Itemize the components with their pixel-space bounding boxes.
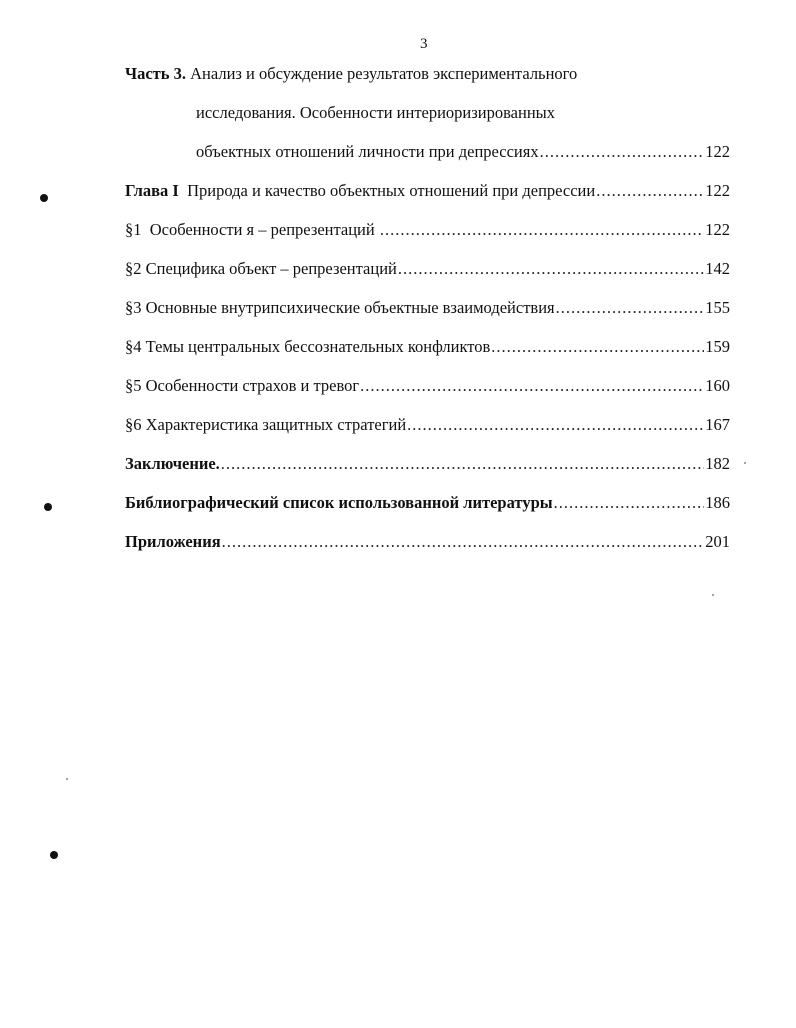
conclusion-page: 182: [705, 454, 730, 473]
page-number: 3: [420, 36, 428, 52]
toc-section-2: [125, 259, 730, 283]
leader-dots: [221, 454, 704, 474]
leader-dots: [407, 415, 704, 435]
part-title-line1: Анализ и обсуждение результатов экспериментального: [190, 64, 578, 83]
leader-dots: [554, 493, 705, 513]
part-title-line3: объектных отношений личности при депрессиях: [196, 142, 539, 161]
toc-section-5: [125, 376, 730, 400]
section-page: 122: [705, 220, 730, 239]
bibliography-page: 186: [705, 493, 730, 512]
leader-dots: [556, 298, 705, 318]
section-label: §3: [125, 298, 142, 317]
toc-part-line2: [196, 103, 730, 127]
toc-appendices: [125, 532, 730, 556]
leader-dots: [398, 259, 704, 279]
toc-part-line3: [196, 142, 730, 166]
section-label: §6: [125, 415, 142, 434]
section-page: 167: [705, 415, 730, 434]
section-title: Специфика объект – репрезентаций: [145, 259, 397, 278]
scan-speck: [744, 462, 746, 464]
toc-section-1: [125, 220, 730, 244]
chapter-title: Природа и качество объектных отношений при депрессии: [187, 181, 596, 200]
chapter-page: 122: [705, 181, 730, 200]
conclusion-title: Заключение.: [125, 454, 220, 473]
punch-hole-mark: [40, 194, 48, 202]
part-label: Часть 3.: [125, 64, 187, 83]
section-label: §5: [125, 376, 142, 395]
leader-dots: [540, 142, 705, 162]
punch-hole-mark: [44, 503, 52, 511]
section-label: §1: [125, 220, 142, 239]
toc-part-line1: [125, 64, 730, 88]
scan-speck: [66, 778, 68, 780]
section-title: Основные внутрипсихические объектные взаимодействия: [145, 298, 555, 317]
section-label: §2: [125, 259, 142, 278]
section-page: 155: [705, 298, 730, 317]
toc-section-6: [125, 415, 730, 439]
section-title: Характеристика защитных стратегий: [145, 415, 407, 434]
punch-hole-mark: [50, 851, 58, 859]
part-page: 122: [705, 142, 730, 161]
leader-dots: [596, 181, 704, 201]
toc-chapter: [125, 181, 730, 205]
toc-section-3: [125, 298, 730, 322]
section-page: 142: [705, 259, 730, 278]
section-page: 159: [705, 337, 730, 356]
toc-section-4: [125, 337, 730, 361]
section-title: Особенности я – репрезентаций: [149, 220, 375, 239]
part-title-line2: исследования. Особенности интериоризированных: [196, 103, 556, 122]
toc-bibliography: [125, 493, 730, 517]
section-page: 160: [705, 376, 730, 395]
leader-dots: [491, 337, 704, 357]
bibliography-title: Библиографический список использованной литературы: [125, 493, 553, 512]
leader-dots: [380, 220, 704, 240]
section-title: Темы центральных бессознательных конфликтов: [145, 337, 491, 356]
section-title: Особенности страхов и тревог: [145, 376, 360, 395]
section-label: §4: [125, 337, 142, 356]
toc-conclusion: [125, 454, 730, 478]
appendices-title: Приложения: [125, 532, 221, 551]
scan-speck: [712, 594, 714, 596]
leader-dots: [222, 532, 705, 552]
appendices-page: 201: [705, 532, 730, 551]
chapter-label: Глава I: [125, 181, 179, 200]
leader-dots: [360, 376, 704, 396]
